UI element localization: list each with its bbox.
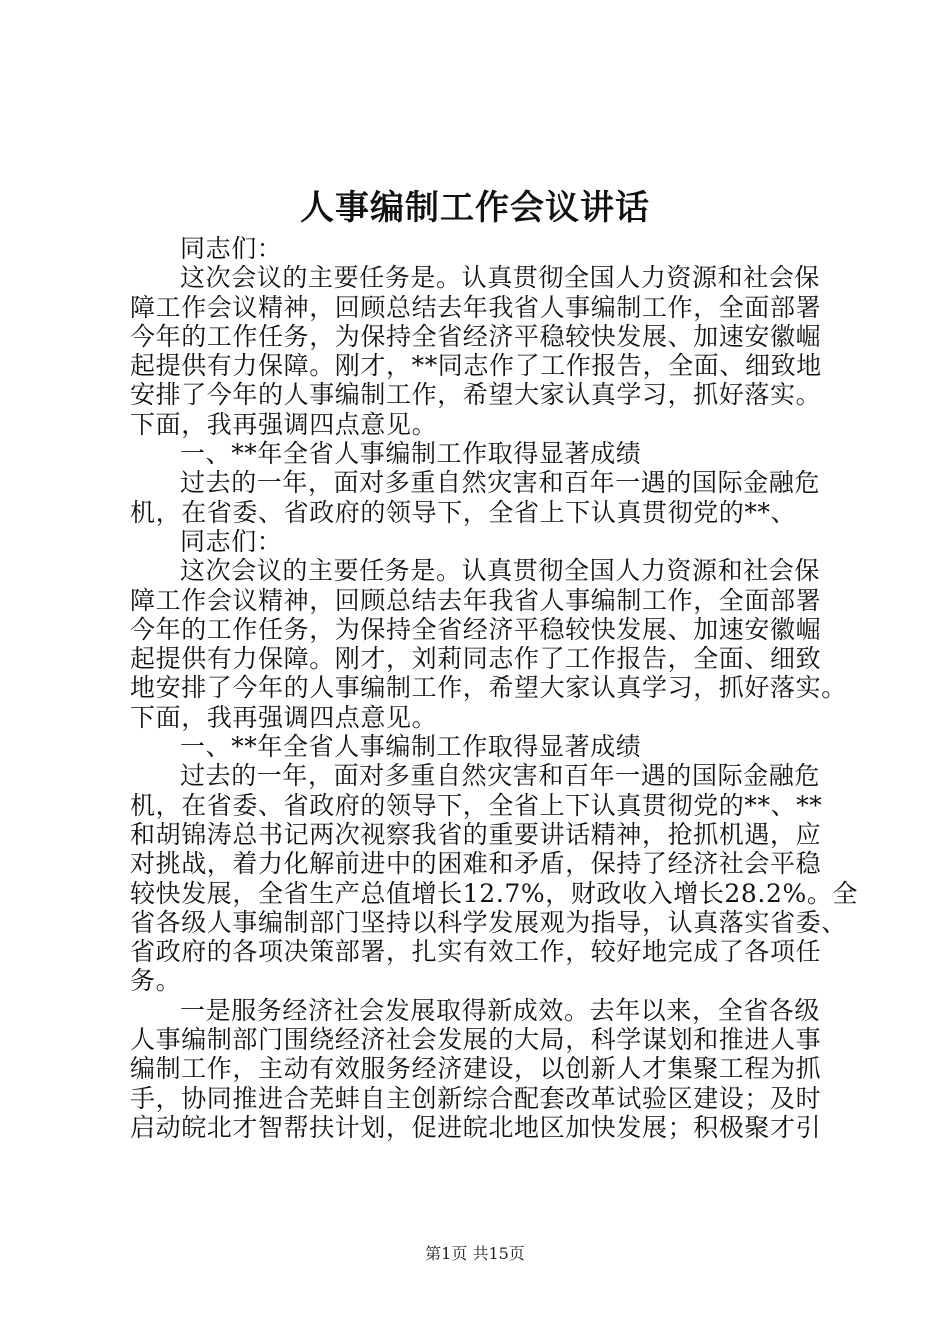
paragraph-line: 起提供有力保障。刚才，**同志作了工作报告，全面、细致地 xyxy=(130,351,822,381)
paragraph-line: 障工作会议精神，回顾总结去年我省人事编制工作，全面部署 xyxy=(130,292,822,322)
section-heading: 一、**年全省人事编制工作取得显著成绩 xyxy=(180,439,642,469)
paragraph-line: 一是服务经济社会发展取得新成效。去年以来，全省各级 xyxy=(180,995,821,1025)
paragraph-line: 障工作会议精神，回顾总结去年我省人事编制工作，全面部署 xyxy=(130,585,822,615)
paragraph-line: 下面，我再强调四点意见。 xyxy=(130,409,438,439)
paragraph-line: 务。 xyxy=(130,966,182,996)
salutation: 同志们： xyxy=(180,234,283,263)
paragraph-line: 手，协同推进合芜蚌自主创新综合配套改革试验区建设；及时 xyxy=(130,1083,822,1113)
page-number: 第1页 共15页 xyxy=(425,1244,525,1263)
salutation: 同志们： xyxy=(180,526,283,556)
paragraph-line: 机，在省委、省政府的领导下，全省上下认真贯彻党的**、 xyxy=(130,497,797,527)
paragraph-line: 省政府的各项决策部署，扎实有效工作，较好地完成了各项任 xyxy=(130,937,822,967)
paragraph-line: 机，在省委、省政府的领导下，全省上下认真贯彻党的**、** xyxy=(130,790,823,820)
paragraph-line: 编制工作，主动有效服务经济建设，以创新人才集聚工程为抓 xyxy=(130,1054,822,1084)
paragraph-line: 启动皖北才智帮扶计划，促进皖北地区加快发展；积极聚才引 xyxy=(130,1112,822,1142)
section-heading: 一、**年全省人事编制工作取得显著成绩 xyxy=(180,732,642,762)
document-title: 人事编制工作会议讲话 xyxy=(300,188,650,228)
paragraph-line: 较快发展，全省生产总值增长12.7%，财政收入增长28.2%。全 xyxy=(130,878,859,908)
paragraph-line: 下面，我再强调四点意见。 xyxy=(130,702,438,732)
paragraph-line: 这次会议的主要任务是。认真贯彻全国人力资源和社会保 xyxy=(180,263,821,293)
paragraph-line: 地安排了今年的人事编制工作，希望大家认真学习，抓好落实。 xyxy=(130,673,847,703)
paragraph-line: 和胡锦涛总书记两次视察我省的重要讲话精神，抢抓机遇，应 xyxy=(130,819,822,849)
paragraph-line: 省各级人事编制部门坚持以科学发展观为指导，认真落实省委、 xyxy=(130,907,847,937)
paragraph-line: 今年的工作任务，为保持全省经济平稳较快发展、加速安徽崛 xyxy=(130,614,822,644)
paragraph-line: 这次会议的主要任务是。认真贯彻全国人力资源和社会保 xyxy=(180,556,821,586)
paragraph-line: 对挑战，着力化解前进中的困难和矛盾，保持了经济社会平稳 xyxy=(130,849,822,879)
paragraph-line: 安排了今年的人事编制工作，希望大家认真学习，抓好落实。 xyxy=(130,380,822,410)
document-body xyxy=(130,234,859,1142)
paragraph-line: 过去的一年，面对多重自然灾害和百年一遇的国际金融危 xyxy=(180,468,821,498)
paragraph-line: 今年的工作任务，为保持全省经济平稳较快发展、加速安徽崛 xyxy=(130,321,822,351)
paragraph-line: 起提供有力保障。刚才，刘莉同志作了工作报告，全面、细致 xyxy=(130,644,822,674)
paragraph-line: 人事编制部门围绕经济社会发展的大局，科学谋划和推进人事 xyxy=(130,1025,822,1055)
paragraph-line: 过去的一年，面对多重自然灾害和百年一遇的国际金融危 xyxy=(180,761,821,791)
